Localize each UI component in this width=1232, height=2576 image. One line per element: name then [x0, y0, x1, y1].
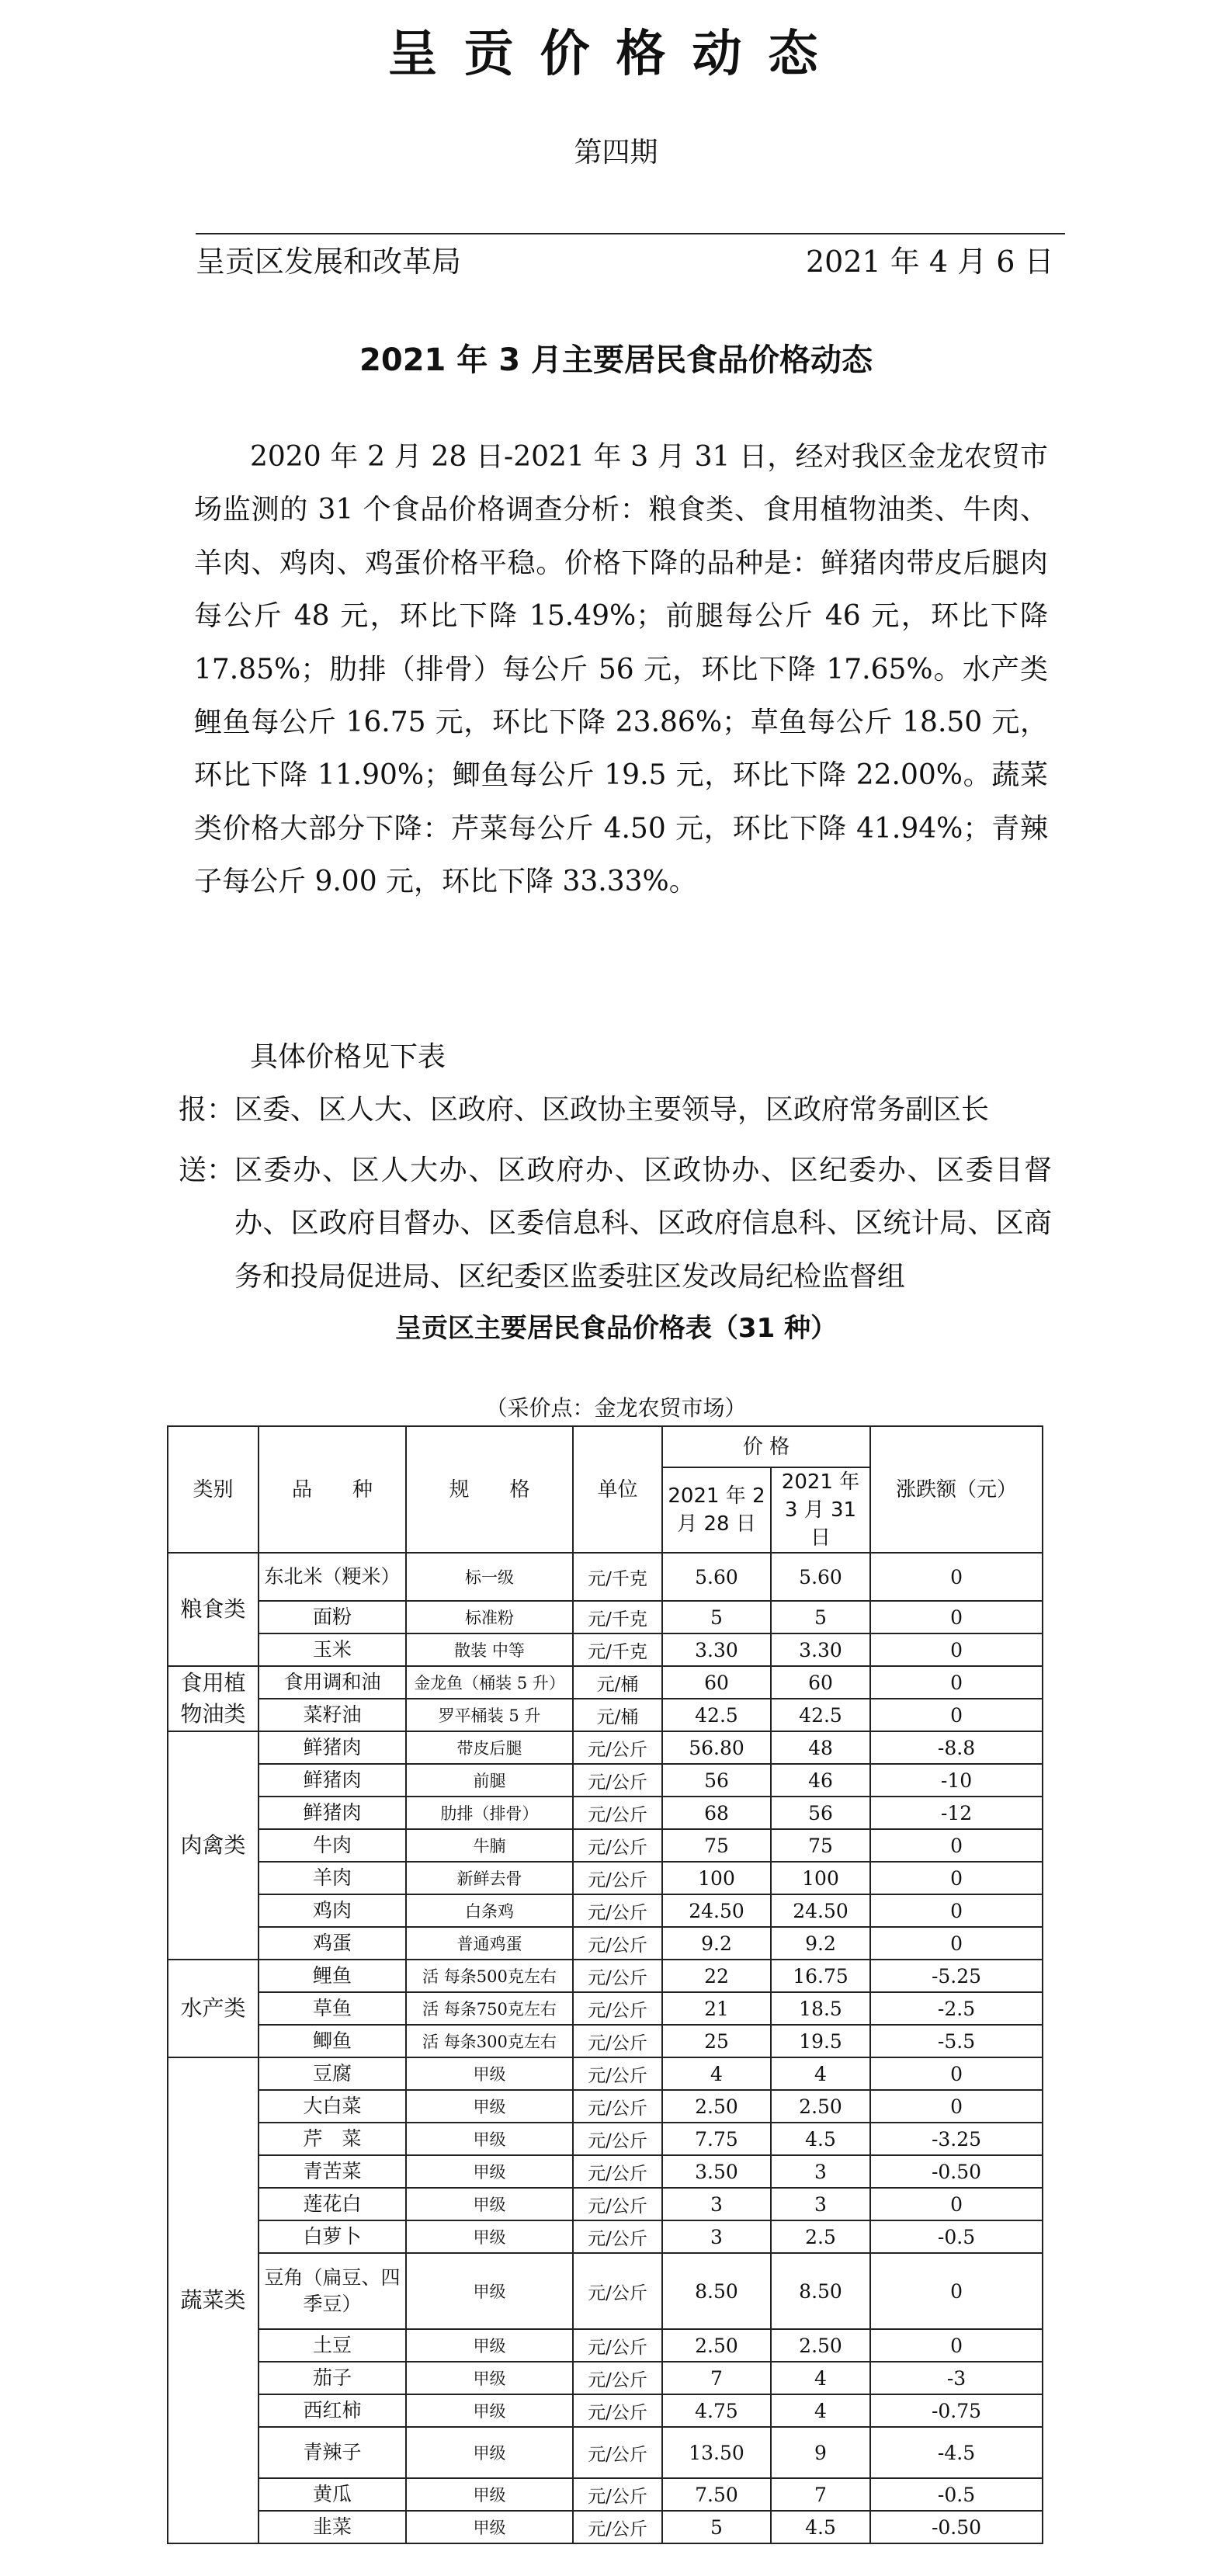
spec-cell: 甲级: [406, 2057, 573, 2090]
category-cell: 肉禽类: [168, 1731, 259, 1960]
spec-cell: 普通鸡蛋: [406, 1927, 573, 1960]
header-price: 价 格: [662, 1426, 870, 1467]
price-feb-cell: 3: [662, 2220, 771, 2253]
change-cell: 0: [870, 1666, 1043, 1699]
variety-cell: 菜籽油: [259, 1699, 406, 1731]
table-row: [168, 2478, 1043, 2511]
variety-cell: 鸡蛋: [259, 1927, 406, 1960]
spec-cell: 标一级: [406, 1553, 573, 1601]
spec-cell: 散装 中等: [406, 1633, 573, 1666]
change-cell: -10: [870, 1764, 1043, 1797]
spec-cell: 罗平桶装 5 升: [406, 1699, 573, 1731]
unit-cell: 元/公斤: [573, 1862, 662, 1894]
unit-cell: 元/公斤: [573, 2427, 662, 2478]
spec-cell: 甲级: [406, 2188, 573, 2220]
unit-cell: 元/公斤: [573, 2123, 662, 2155]
price-feb-cell: 7.50: [662, 2478, 771, 2511]
table-row: [168, 2188, 1043, 2220]
unit-cell: 元/公斤: [573, 2188, 662, 2220]
price-table-header: [168, 1426, 1043, 1553]
price-feb-cell: 68: [662, 1797, 771, 1829]
unit-cell: 元/千克: [573, 1553, 662, 1601]
variety-cell: 豆腐: [259, 2057, 406, 2090]
price-feb-cell: 4: [662, 2057, 771, 2090]
variety-cell: 黄瓜: [259, 2478, 406, 2511]
spec-cell: 带皮后腿: [406, 1731, 573, 1764]
price-mar-cell: 60: [771, 1666, 870, 1699]
article-paragraph: 2020 年 2 月 28 日-2021 年 3 月 31 日，经对我区金龙农贸市场监测的 31 个食品价格调查分析：粮食类、食用植物油类、牛肉、羊肉、鸡肉、鸡蛋价格平稳。价格下降的品种是：鲜猪肉带皮后腿肉每公斤 48 元，环比下降 15.49%；前腿每公斤 46 元，环比下降 17.85%；肋排（排骨）每公斤 56 元，环比下降 17.65%。水产类鲤鱼每公斤 16.75 元，环比下降 23.86%；草鱼每公斤 18.50 元，环比下降 11.90%；鲫鱼每公斤 19.5 元，环比下降 22.00%。蔬菜类价格大部分下降：芹菜每公斤 4.50 元，环比下降 41.94%；青辣子每公斤 9.00 元，环比下降 33.33%。: [194, 441, 1048, 898]
unit-cell: 元/公斤: [573, 1927, 662, 1960]
price-feb-cell: 5: [662, 2511, 771, 2543]
category-cell: 水产类: [168, 1960, 259, 2057]
issuing-organization: 呈贡区发展和改革局: [196, 245, 462, 279]
variety-cell: 西红柿: [259, 2394, 406, 2427]
price-mar-cell: 18.5: [771, 1992, 870, 2025]
variety-cell: 芹 菜: [259, 2123, 406, 2155]
spec-cell: 甲级: [406, 2155, 573, 2188]
variety-cell: 面粉: [259, 1601, 406, 1633]
price-mar-cell: 3.30: [771, 1633, 870, 1666]
spec-cell: 新鲜去骨: [406, 1862, 573, 1894]
price-mar-cell: 16.75: [771, 1960, 870, 1992]
table-row: [168, 2057, 1043, 2090]
spec-cell: 甲级: [406, 2253, 573, 2329]
article-headline: 2021 年 3 月主要居民食品价格动态: [359, 342, 873, 378]
unit-cell: 元/千克: [573, 1601, 662, 1633]
price-feb-cell: 75: [662, 1829, 771, 1862]
spec-cell: 肋排（排骨）: [406, 1797, 573, 1829]
change-cell: -8.8: [870, 1731, 1043, 1764]
price-mar-cell: 8.50: [771, 2253, 870, 2329]
publication-date: 2021 年 4 月 6 日: [806, 245, 1054, 279]
table-row: [168, 2511, 1043, 2543]
table-row: [168, 2090, 1043, 2123]
price-mar-cell: 46: [771, 1764, 870, 1797]
change-cell: 0: [870, 1699, 1043, 1731]
spec-cell: 甲级: [406, 2427, 573, 2478]
spec-cell: 甲级: [406, 2090, 573, 2123]
change-cell: 0: [870, 1829, 1043, 1862]
unit-cell: 元/公斤: [573, 1764, 662, 1797]
variety-cell: 鲜猪肉: [259, 1731, 406, 1764]
price-feb-cell: 7: [662, 2362, 771, 2394]
change-cell: -0.50: [870, 2155, 1043, 2188]
variety-cell: 韭菜: [259, 2511, 406, 2543]
variety-cell: 玉米: [259, 1633, 406, 1666]
unit-cell: 元/公斤: [573, 2478, 662, 2511]
price-feb-cell: 8.50: [662, 2253, 771, 2329]
change-cell: 0: [870, 1862, 1043, 1894]
header-date-feb: 2021 年 2 月 28 日: [662, 1467, 771, 1553]
unit-cell: 元/公斤: [573, 2253, 662, 2329]
price-feb-cell: 4.75: [662, 2394, 771, 2427]
table-row: [168, 1666, 1043, 1699]
change-cell: -3.25: [870, 2123, 1043, 2155]
report-to-block: [179, 1084, 1052, 1137]
spec-cell: 甲级: [406, 2220, 573, 2253]
price-feb-cell: 3.50: [662, 2155, 771, 2188]
price-feb-cell: 7.75: [662, 2123, 771, 2155]
header-change: 涨跌额（元）: [870, 1426, 1043, 1553]
price-mar-cell: 100: [771, 1862, 870, 1894]
send-to-block: [179, 1144, 1052, 1307]
unit-cell: 元/公斤: [573, 2220, 662, 2253]
change-cell: 0: [870, 2057, 1043, 2090]
spec-cell: 牛腩: [406, 1829, 573, 1862]
table-row: [168, 1731, 1043, 1764]
change-cell: 0: [870, 2253, 1043, 2329]
header-category: 类别: [168, 1426, 259, 1553]
unit-cell: 元/公斤: [573, 2394, 662, 2427]
change-cell: 0: [870, 1894, 1043, 1927]
change-cell: -0.75: [870, 2394, 1043, 2427]
sample-point: （采价点：金龙农贸市场）: [485, 1395, 747, 1421]
table-row: [168, 2329, 1043, 2362]
unit-cell: 元/公斤: [573, 1829, 662, 1862]
price-mar-cell: 42.5: [771, 1699, 870, 1731]
price-feb-cell: 21: [662, 1992, 771, 2025]
unit-cell: 元/公斤: [573, 2511, 662, 2543]
price-feb-cell: 3.30: [662, 1633, 771, 1666]
change-cell: -4.5: [870, 2427, 1043, 2478]
table-row: [168, 2362, 1043, 2394]
change-cell: 0: [870, 2188, 1043, 2220]
unit-cell: 元/公斤: [573, 2155, 662, 2188]
price-mar-cell: 75: [771, 1829, 870, 1862]
price-feb-cell: 60: [662, 1666, 771, 1699]
table-row: [168, 1764, 1043, 1797]
change-cell: 0: [870, 1553, 1043, 1601]
table-row: [168, 1829, 1043, 1862]
unit-cell: 元/桶: [573, 1666, 662, 1699]
price-mar-cell: 48: [771, 1731, 870, 1764]
spec-cell: 活 每条300克左右: [406, 2025, 573, 2057]
spec-cell: 甲级: [406, 2511, 573, 2543]
send-recipients: 区委办、区人大办、区政府办、区政协办、区纪委办、区委目督办、区政府目督办、区委信息科、区政府信息科、区统计局、区商务和投局促进局、区纪委区监委驻区发改局纪检监督组: [234, 1154, 1052, 1293]
price-mar-cell: 2.50: [771, 2329, 870, 2362]
change-cell: -5.25: [870, 1960, 1043, 1992]
variety-cell: 鲫鱼: [259, 2025, 406, 2057]
change-cell: 0: [870, 1633, 1043, 1666]
category-cell: 食用植物油类: [168, 1666, 259, 1731]
price-mar-cell: 9.2: [771, 1927, 870, 1960]
unit-cell: 元/桶: [573, 1699, 662, 1731]
variety-cell: 白萝卜: [259, 2220, 406, 2253]
see-table-note: 具体价格见下表: [250, 1041, 446, 1073]
document-title: 呈贡价格动态: [387, 25, 845, 83]
table-row: [168, 2025, 1043, 2057]
spec-cell: 活 每条500克左右: [406, 1960, 573, 1992]
table-row: [168, 1553, 1043, 1601]
spec-cell: 甲级: [406, 2394, 573, 2427]
spec-cell: 甲级: [406, 2329, 573, 2362]
table-row: [168, 1992, 1043, 2025]
variety-cell: 牛肉: [259, 1829, 406, 1862]
change-cell: -2.5: [870, 1992, 1043, 2025]
report-recipients: 区委、区人大、区政府、区政协主要领导，区政府常务副区长: [234, 1094, 990, 1126]
unit-cell: 元/公斤: [573, 1731, 662, 1764]
unit-cell: 元/公斤: [573, 2025, 662, 2057]
change-cell: -0.5: [870, 2478, 1043, 2511]
price-feb-cell: 2.50: [662, 2090, 771, 2123]
unit-cell: 元/公斤: [573, 1960, 662, 1992]
price-feb-cell: 5: [662, 1601, 771, 1633]
price-mar-cell: 7: [771, 2478, 870, 2511]
price-feb-cell: 13.50: [662, 2427, 771, 2478]
price-mar-cell: 19.5: [771, 2025, 870, 2057]
unit-cell: 元/千克: [573, 1633, 662, 1666]
unit-cell: 元/公斤: [573, 1797, 662, 1829]
price-feb-cell: 22: [662, 1960, 771, 1992]
price-table-body: [168, 1553, 1043, 2543]
change-cell: 0: [870, 1601, 1043, 1633]
change-cell: -12: [870, 1797, 1043, 1829]
table-row: [168, 2394, 1043, 2427]
price-mar-cell: 4: [771, 2362, 870, 2394]
price-feb-cell: 3: [662, 2188, 771, 2220]
table-title: 呈贡区主要居民食品价格表（31 种）: [394, 1313, 838, 1344]
price-mar-cell: 2.5: [771, 2220, 870, 2253]
unit-cell: 元/公斤: [573, 1894, 662, 1927]
price-mar-cell: 3: [771, 2188, 870, 2220]
price-mar-cell: 5.60: [771, 1553, 870, 1601]
category-cell: 粮食类: [168, 1553, 259, 1666]
unit-cell: 元/公斤: [573, 2090, 662, 2123]
change-cell: -0.5: [870, 2220, 1043, 2253]
price-feb-cell: 42.5: [662, 1699, 771, 1731]
table-row: [168, 1894, 1043, 1927]
price-feb-cell: 56.80: [662, 1731, 771, 1764]
report-label: 报：: [179, 1094, 235, 1126]
table-row: [168, 1633, 1043, 1666]
spec-cell: 甲级: [406, 2123, 573, 2155]
spec-cell: 金龙鱼（桶装 5 升）: [406, 1666, 573, 1699]
variety-cell: 青苦菜: [259, 2155, 406, 2188]
price-feb-cell: 100: [662, 1862, 771, 1894]
variety-cell: 青辣子: [259, 2427, 406, 2478]
change-cell: 0: [870, 2090, 1043, 2123]
price-mar-cell: 56: [771, 1797, 870, 1829]
price-feb-cell: 5.60: [662, 1553, 771, 1601]
price-feb-cell: 9.2: [662, 1927, 771, 1960]
price-mar-cell: 3: [771, 2155, 870, 2188]
spec-cell: 活 每条750克左右: [406, 1992, 573, 2025]
change-cell: 0: [870, 1927, 1043, 1960]
header-spec: 规 格: [406, 1426, 573, 1553]
category-cell: 蔬菜类: [168, 2057, 259, 2543]
variety-cell: 羊肉: [259, 1862, 406, 1894]
spec-cell: 前腿: [406, 1764, 573, 1797]
price-feb-cell: 24.50: [662, 1894, 771, 1927]
price-mar-cell: 5: [771, 1601, 870, 1633]
variety-cell: 鲜猪肉: [259, 1764, 406, 1797]
send-label: 送：: [179, 1154, 235, 1186]
table-row: [168, 1797, 1043, 1829]
header-unit: 单位: [573, 1426, 662, 1553]
unit-cell: 元/公斤: [573, 2362, 662, 2394]
table-row: [168, 1862, 1043, 1894]
variety-cell: 草鱼: [259, 1992, 406, 2025]
header-date-mar: 2021 年 3 月 31 日: [771, 1467, 870, 1553]
variety-cell: 土豆: [259, 2329, 406, 2362]
table-row: [168, 2427, 1043, 2478]
variety-cell: 鸡肉: [259, 1894, 406, 1927]
price-mar-cell: 9: [771, 2427, 870, 2478]
table-row: [168, 2123, 1043, 2155]
change-cell: -0.50: [870, 2511, 1043, 2543]
price-feb-cell: 56: [662, 1764, 771, 1797]
header-divider: [196, 233, 1065, 234]
variety-cell: 大白菜: [259, 2090, 406, 2123]
price-mar-cell: 4: [771, 2394, 870, 2427]
table-row: [168, 1699, 1043, 1731]
price-mar-cell: 2.50: [771, 2090, 870, 2123]
change-cell: -3: [870, 2362, 1043, 2394]
variety-cell: 豆角（扁豆、四季豆）: [259, 2253, 406, 2329]
spec-cell: 甲级: [406, 2362, 573, 2394]
unit-cell: 元/公斤: [573, 2329, 662, 2362]
spec-cell: 标准粉: [406, 1601, 573, 1633]
table-row: [168, 2220, 1043, 2253]
variety-cell: 鲤鱼: [259, 1960, 406, 1992]
unit-cell: 元/公斤: [573, 2057, 662, 2090]
table-row: [168, 2155, 1043, 2188]
issue-number: 第四期: [574, 137, 658, 168]
price-feb-cell: 25: [662, 2025, 771, 2057]
variety-cell: 东北米（粳米）: [259, 1553, 406, 1601]
price-table: [167, 1425, 1043, 2544]
unit-cell: 元/公斤: [573, 1992, 662, 2025]
header-variety: 品 种: [259, 1426, 406, 1553]
table-row: [168, 1601, 1043, 1633]
price-mar-cell: 24.50: [771, 1894, 870, 1927]
spec-cell: 甲级: [406, 2478, 573, 2511]
price-feb-cell: 2.50: [662, 2329, 771, 2362]
variety-cell: 食用调和油: [259, 1666, 406, 1699]
spec-cell: 白条鸡: [406, 1894, 573, 1927]
variety-cell: 茄子: [259, 2362, 406, 2394]
change-cell: 0: [870, 2329, 1043, 2362]
variety-cell: 莲花白: [259, 2188, 406, 2220]
table-row: [168, 2253, 1043, 2329]
price-mar-cell: 4.5: [771, 2123, 870, 2155]
price-mar-cell: 4: [771, 2057, 870, 2090]
price-mar-cell: 4.5: [771, 2511, 870, 2543]
variety-cell: 鲜猪肉: [259, 1797, 406, 1829]
table-row: [168, 1960, 1043, 1992]
change-cell: -5.5: [870, 2025, 1043, 2057]
table-row: [168, 1927, 1043, 1960]
